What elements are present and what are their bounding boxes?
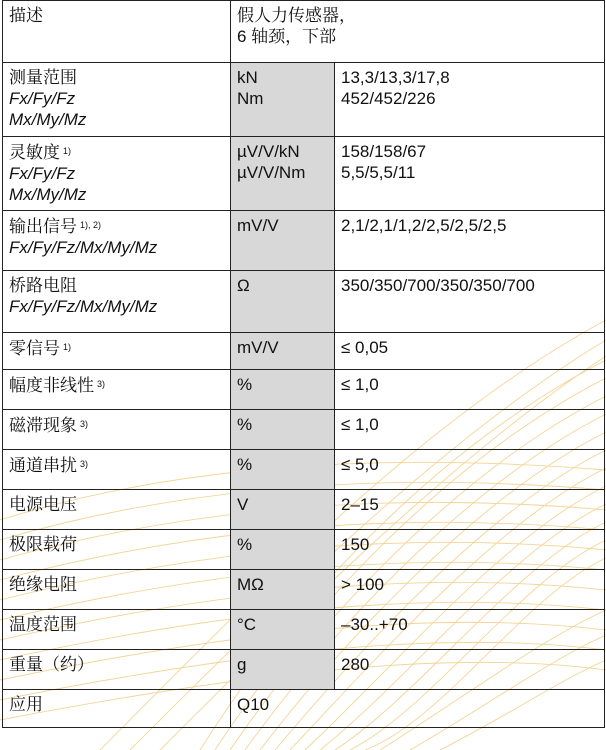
row-label: 重量（约）: [9, 655, 94, 674]
row-sublabel: Mx/My/Mz: [9, 185, 87, 204]
row-unit-cell: [231, 333, 335, 370]
row-unit-cell: [231, 137, 335, 211]
table-row: [3, 271, 605, 333]
row-value-cell: [335, 650, 605, 690]
row-value: ≤ 1,0: [341, 375, 379, 394]
spec-table: [2, 0, 605, 728]
row-unit-cell: [231, 211, 335, 271]
row-unit: g: [237, 655, 247, 674]
row-unit-cell: [231, 610, 335, 650]
row-value: ≤ 5,0: [341, 455, 379, 474]
table-row: [3, 530, 605, 570]
row-label: 测量范围: [9, 68, 77, 87]
row-value: 2–15: [341, 495, 379, 514]
row-value-cell: [335, 333, 605, 370]
row-unit: V: [237, 495, 249, 514]
row-label: 零信号: [9, 339, 60, 358]
row-unit: kN: [237, 68, 258, 87]
header-label-cell: [3, 1, 231, 63]
row-sublabel: Fx/Fy/Fz/Mx/My/Mz: [9, 238, 158, 257]
header-label: 描述: [9, 6, 43, 25]
row-unit-cell: [231, 570, 335, 610]
row-label-cell: [3, 690, 231, 728]
row-unit: Nm: [237, 89, 264, 108]
row-value: 2,1/2,1/1,2/2,5/2,5/2,5: [341, 216, 507, 235]
row-label: 幅度非线性: [9, 376, 94, 395]
header-value-line2: 6 轴颈，下部: [237, 27, 337, 46]
row-label-cell: [3, 570, 231, 610]
table-row: [3, 490, 605, 530]
row-value: Q10: [237, 695, 270, 714]
table-row: [3, 410, 605, 450]
row-value-cell: [335, 570, 605, 610]
row-label: 电源电压: [9, 495, 77, 514]
row-label: 磁滞现象: [9, 416, 77, 435]
row-value: –30..+70: [341, 615, 408, 634]
row-unit-cell: [231, 370, 335, 410]
row-unit: µV/V/kN: [237, 142, 300, 161]
row-value: 452/452/226: [341, 89, 436, 108]
table-row: [3, 650, 605, 690]
row-label-cell: [3, 137, 231, 211]
row-label-cell: [3, 490, 231, 530]
row-value: 350/350/700/350/350/700: [341, 276, 535, 295]
row-value-cell: [335, 410, 605, 450]
row-label-cell: [3, 650, 231, 690]
footnote-mark: 3): [97, 379, 106, 389]
table-row: [3, 333, 605, 370]
row-label-cell: [3, 211, 231, 271]
row-label: 输出信号: [9, 217, 77, 236]
row-unit-cell: [231, 63, 335, 137]
row-label: 桥路电阻: [9, 276, 77, 295]
row-sublabel: Fx/Fy/Fz: [9, 89, 76, 108]
table-row: [3, 610, 605, 650]
row-unit: MΩ: [237, 575, 264, 594]
footnote-mark: 1): [63, 342, 72, 352]
row-label: 灵敏度: [9, 143, 60, 162]
row-label-cell: [3, 530, 231, 570]
row-unit-cell: [231, 271, 335, 333]
table-row: [3, 450, 605, 490]
row-value-cell: [335, 211, 605, 271]
footnote-mark: 3): [80, 459, 89, 469]
row-sublabel: Fx/Fy/Fz: [9, 164, 76, 183]
row-unit: mV/V: [237, 216, 279, 235]
row-value-cell: [335, 137, 605, 211]
row-unit: Ω: [237, 276, 250, 295]
row-sublabel: Mx/My/Mz: [9, 110, 87, 129]
row-unit: °C: [237, 615, 257, 634]
row-unit-cell: [231, 530, 335, 570]
row-unit: µV/V/Nm: [237, 163, 306, 182]
row-value: 158/158/67: [341, 142, 427, 161]
row-value: 150: [341, 535, 370, 554]
row-value: > 100: [341, 575, 385, 594]
row-label: 极限载荷: [9, 535, 77, 554]
row-sublabel: Fx/Fy/Fz/Mx/My/Mz: [9, 297, 158, 316]
row-value-cell: [335, 610, 605, 650]
row-value-cell: [335, 450, 605, 490]
row-value: 13,3/13,3/17,8: [341, 68, 450, 87]
row-unit: %: [237, 535, 253, 554]
row-unit-cell: [231, 410, 335, 450]
table-row: [3, 137, 605, 211]
row-label-cell: [3, 271, 231, 333]
table-row: [3, 211, 605, 271]
row-value: 280: [341, 655, 370, 674]
row-label-cell: [3, 610, 231, 650]
row-label: 温度范围: [9, 615, 77, 634]
row-unit: %: [237, 455, 253, 474]
row-label: 通道串扰: [9, 456, 77, 475]
row-unit: %: [237, 415, 253, 434]
table-row: [3, 63, 605, 137]
row-value-cell: [335, 63, 605, 137]
row-unit-cell: [231, 490, 335, 530]
row-label-cell: [3, 63, 231, 137]
table-row: [3, 1, 605, 63]
row-unit-cell: [231, 450, 335, 490]
row-value-cell: [335, 370, 605, 410]
row-value: ≤ 0,05: [341, 338, 389, 357]
row-unit: mV/V: [237, 338, 279, 357]
row-unit-cell: [231, 650, 335, 690]
row-value-cell: [335, 271, 605, 333]
footnote-mark: 1), 2): [80, 220, 102, 230]
row-label-cell: [3, 370, 231, 410]
row-label-cell: [3, 410, 231, 450]
footnote-mark: 3): [80, 419, 89, 429]
row-label-cell: [3, 450, 231, 490]
row-label-cell: [3, 333, 231, 370]
row-unit: %: [237, 375, 253, 394]
table-row: [3, 370, 605, 410]
row-value: 5,5/5,5/11: [341, 163, 416, 182]
row-value-cell: [335, 530, 605, 570]
footnote-mark: 1): [63, 146, 72, 156]
row-value: ≤ 1,0: [341, 415, 379, 434]
row-label: 绝缘电阻: [9, 575, 77, 594]
row-value-cell: [231, 690, 605, 728]
header-value-cell: [231, 1, 605, 63]
header-value-line1: 假人力传感器，: [237, 6, 356, 25]
table-row: [3, 690, 605, 728]
table-row: [3, 570, 605, 610]
row-value-cell: [335, 490, 605, 530]
row-label: 应用: [9, 695, 43, 714]
